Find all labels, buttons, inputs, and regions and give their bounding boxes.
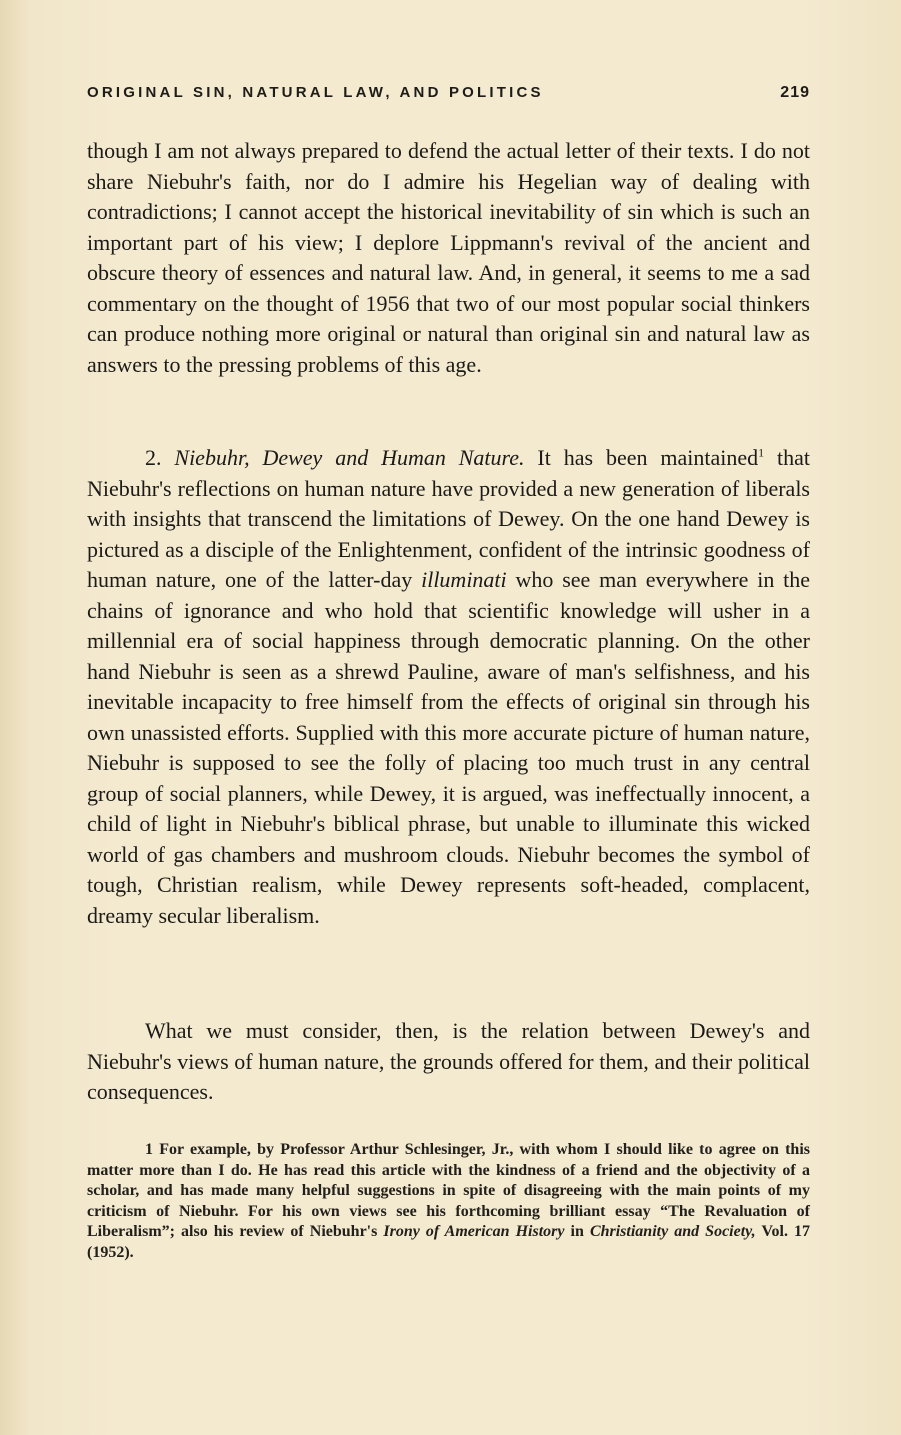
- running-head-title: ORIGINAL SIN, NATURAL LAW, AND POLITICS: [87, 84, 544, 101]
- running-head: [87, 84, 810, 102]
- footnote-number: 1: [145, 1141, 153, 1158]
- footnote-marker: 1: [758, 445, 765, 460]
- paragraph-1: though I am not always prepared to defend the actual letter of their texts. I do not share Niebuhr's faith, nor do I admire his Hegelian way of dealing with contradictions; I cannot accept the historical inevitability of sin which is such an important part of his view; I deplore Lippmann's revival of the ancient and obscure theory of essences and natural law. And, in general, it seems to me a sad commentary on the thought of 1956 that two of our most popular social thinkers can produce nothing more original or natural than original sin and natural law as answers to the pressing problems of this age.: [87, 138, 810, 377]
- footnote-italic-title-2: Christianity and Society,: [589, 1223, 756, 1240]
- section-heading: Niebuhr, Dewey and Human Nature.: [174, 445, 525, 470]
- paragraph-2-part-a: It has been maintained: [537, 445, 759, 470]
- paragraph-2-part-c: who see man everywhere in the chains of ignorance and who hold that scientific knowledge will usher in a millennial era of social happiness through democratic planning. On the other hand Niebuhr is seen as a shrewd Pauline, aware of man's selfishness, and his inevitable incapacity to free himself from the effects of original sin through his own unassisted efforts. Supplied with this more accurate picture of human nature, Niebuhr is supposed to see the folly of placing too much trust in any central group of social planners, while Dewey, it is argued, was ineffectually innocent, a child of light in Niebuhr's biblical phrase, but unable to illuminate this wicked world of gas chambers and mushroom clouds. Niebuhr becomes the symbol of tough, Christian realism, while Dewey represents soft-headed, complacent, dreamy secular liberalism.: [87, 567, 811, 928]
- section-number: 2.: [145, 445, 162, 470]
- footnote-text-c: Vol. 17 (1952).: [87, 1223, 811, 1261]
- italic-term: illuminati: [421, 567, 507, 592]
- footnote-text-a: For example, by Professor Arthur Schlesinger, Jr., with whom I should like to agree on this matter more than I do. He has read this article with the kindness of a friend and the objectivity of a scholar, and has made many helpful suggestions in spite of disagreeing with the main points of my criticism of Niebuhr. For his own views see his forthcoming brilliant essay “The Revaluation of Liberalism”; also his review of Niebuhr's: [87, 1141, 810, 1240]
- footnote-italic-title-1: Irony of American History: [383, 1223, 565, 1240]
- paragraph-2-part-b: that Niebuhr's reflections on human nature have provided a new generation of liberals with insights that transcend the limitations of Dewey. On the one hand Dewey is pictured as a disciple of the Enlightenment, confident of the intrinsic goodness of human nature, one of the latter-day: [87, 445, 811, 592]
- footnote: [87, 1140, 810, 1263]
- page-number: 219: [780, 84, 810, 101]
- footnote-text-b: in: [570, 1223, 584, 1240]
- paragraph-2: [87, 443, 810, 931]
- paragraph-3: What we must consider, then, is the relation between Dewey's and Niebuhr's views of human nature, the grounds offered for them, and their political consequences.: [87, 1018, 810, 1104]
